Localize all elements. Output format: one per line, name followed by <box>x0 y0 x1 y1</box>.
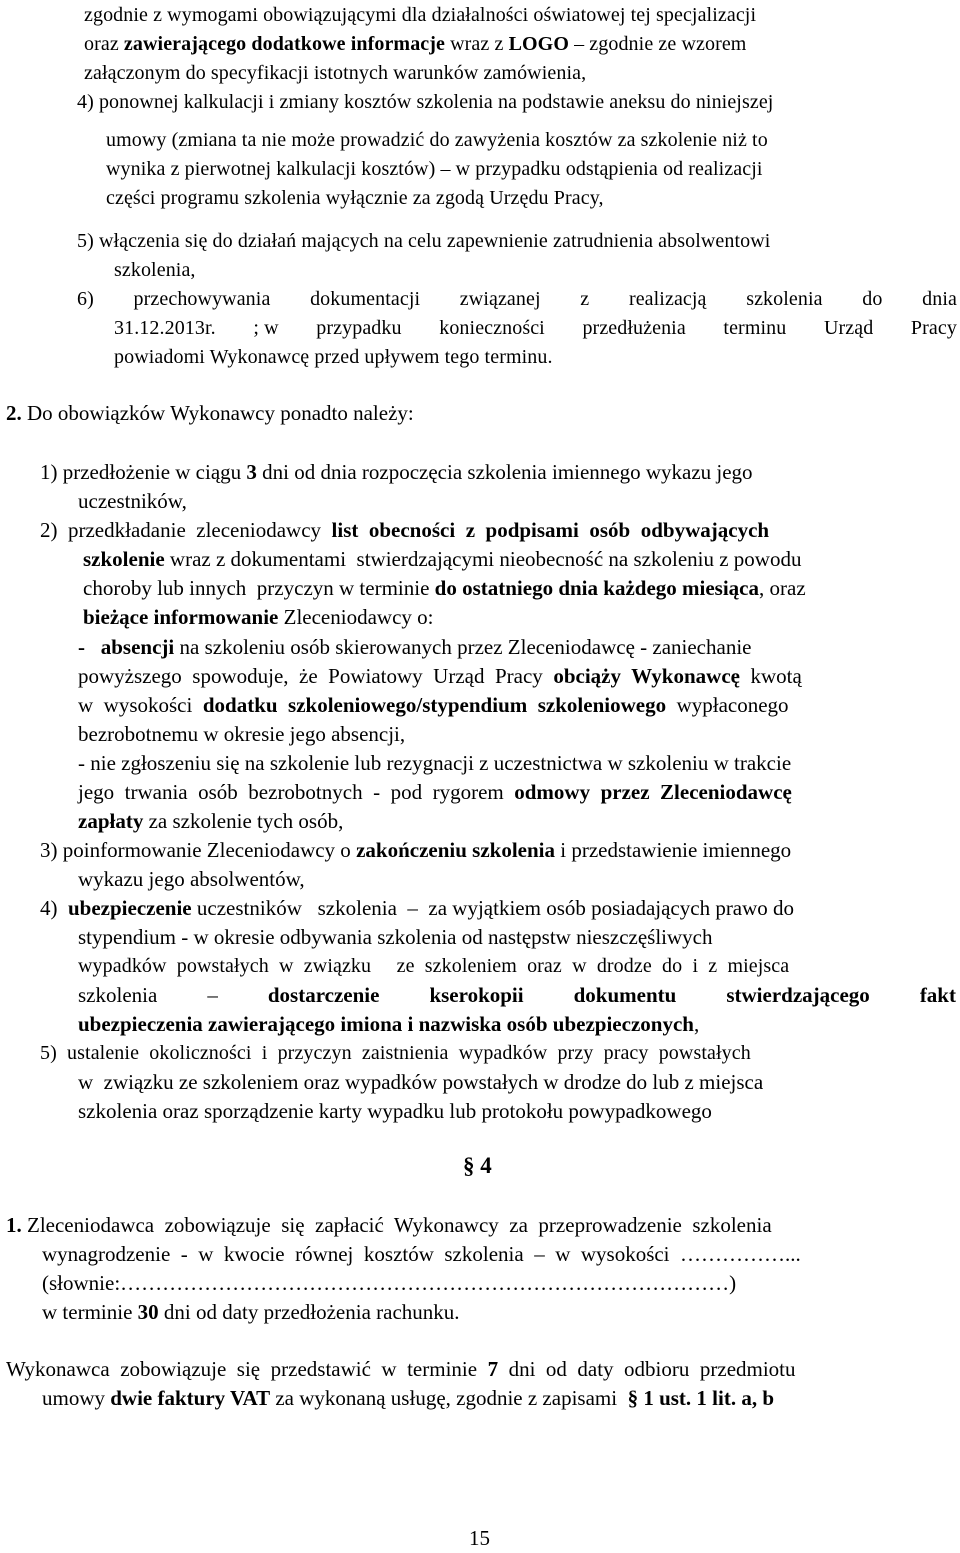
text: 5) włączenia się do działań mających na celu zapewnienie zatrudnienia absolwentowi <box>77 230 771 252</box>
word: terminu <box>723 317 787 339</box>
heading-text: Do obowiązków Wykonawcy ponadto należy: <box>21 401 414 425</box>
text-line <box>106 156 763 184</box>
list-item <box>40 895 794 923</box>
paragraph-line <box>42 1299 460 1327</box>
bold-text: § 1 ust. 1 lit. a, b <box>627 1386 775 1410</box>
word: ; w <box>253 317 279 339</box>
word: Urząd <box>823 317 874 339</box>
text: – zgodnie ze wzorem <box>568 33 747 55</box>
text: 4) <box>40 896 68 920</box>
list-item-cont <box>78 1069 763 1097</box>
text: dni od daty przedłożenia rachunku. <box>158 1300 460 1324</box>
text: powiadomi Wykonawcę przed upływem tego terminu. <box>114 346 553 368</box>
bold-word: dokumentu <box>573 983 677 1007</box>
list-item-cont <box>78 924 713 952</box>
text-line <box>77 89 773 117</box>
bold-word: kserokopii <box>429 983 524 1007</box>
text: jego trwania osób bezrobotnych - pod rygorem <box>78 780 515 804</box>
bold-text: bieżące informowanie <box>83 605 279 629</box>
text: zgodnie z wymogami obowiązującymi dla działalności oświatowej tej specjalizacji <box>84 4 757 26</box>
text: wynagrodzenie - w kwocie równej kosztów szkolenia – w wysokości ……………... <box>42 1242 801 1266</box>
word: związanej <box>459 288 541 310</box>
bold-text: obciąży Wykonawcę <box>553 664 740 688</box>
text: 4) ponownej kalkulacji i zmiany kosztów szkolenia na podstawie aneksu do niniejszej <box>77 91 774 113</box>
bold-text: zapłaty <box>78 809 144 833</box>
bold-text: dodatku szkoleniowego/stypendium szkoleniowego <box>202 693 667 717</box>
bold-word: fakt <box>919 983 956 1007</box>
text-line <box>106 127 768 155</box>
word: z <box>580 288 590 310</box>
list-item-cont <box>83 575 806 603</box>
text: w terminie <box>42 1300 138 1324</box>
list-item-cont <box>78 750 791 778</box>
text: wykazu jego absolwentów, <box>78 867 305 891</box>
paragraph-line <box>6 1356 796 1384</box>
text: na szkoleniu osób skierowanych przez Zleceniodawcę - zaniechanie <box>174 635 752 659</box>
list-item-cont <box>78 1011 699 1039</box>
list-item-cont <box>78 866 305 894</box>
text: za szkolenie tych osób, <box>143 809 344 833</box>
section-heading <box>6 400 414 428</box>
word: – <box>207 983 218 1007</box>
paragraph-line <box>42 1270 736 1298</box>
text: (słownie:……………………………………………………………………………) <box>42 1271 737 1295</box>
word: szkolenia <box>78 983 158 1007</box>
bold-text: do ostatniego dnia każdego miesiąca <box>434 576 759 600</box>
text: umowy <box>42 1386 111 1410</box>
text: powyższego spowoduje, że Powiatowy Urząd Pracy <box>78 664 554 688</box>
text: wypadków powstałych w związku ze szkoleniem oraz w drodze do i z miejsca <box>78 955 790 977</box>
text: Zleceniodawca zobowiązuje się zapłacić Wykonawcy za przeprowadzenie szkolenia <box>21 1213 772 1237</box>
text: za wykonaną usługę, zgodnie z zapisami <box>270 1386 628 1410</box>
word: Pracy <box>910 317 957 339</box>
text: 3) poinformowanie Zleceniodawcy o <box>40 838 357 862</box>
bold-text: - <box>78 635 101 659</box>
text: szkolenia, <box>114 259 196 281</box>
word: dokumentacji <box>310 288 421 310</box>
list-item <box>40 517 769 545</box>
text: Wykonawca zobowiązuje się przedstawić w terminie <box>6 1357 488 1381</box>
word: przechowywania <box>133 288 271 310</box>
text: szkolenia oraz sporządzenie karty wypadku lub protokołu powypadkowego <box>78 1099 712 1123</box>
list-item-cont-justified <box>78 982 956 1010</box>
list-item-cont <box>78 721 405 749</box>
list-item-cont <box>83 546 801 574</box>
bold-text: list obecności z podpisami osób odbywających <box>331 518 770 542</box>
text: w wysokości <box>78 693 203 717</box>
text: oraz <box>84 33 124 55</box>
bold-word: dostarczenie <box>267 983 380 1007</box>
paragraph-line <box>42 1241 801 1269</box>
text: kwotą <box>739 664 802 688</box>
text: wraz z <box>445 33 509 55</box>
text: dni od dnia rozpoczęcia szkolenia imiennego wykazu jego <box>256 460 753 484</box>
bold-text: zawierającego dodatkowe informacje <box>123 33 446 55</box>
list-item <box>40 1040 751 1068</box>
bold-text: 7 <box>487 1357 499 1381</box>
text: części programu szkolenia wyłącznie za zgodą Urzędu Pracy, <box>106 187 604 209</box>
text: 1) przedłożenie w ciągu <box>40 460 247 484</box>
page-number: 15 <box>469 1526 490 1550</box>
list-item-cont <box>78 779 792 807</box>
bold-text: 30 <box>137 1300 159 1324</box>
text-line <box>84 31 746 59</box>
text: stypendium - w okresie odbywania szkolenia od następstw nieszczęśliwych <box>78 925 713 949</box>
text-line <box>114 344 553 372</box>
text: umowy (zmiana ta nie może prowadzić do zawyżenia kosztów za szkolenie niż to <box>106 129 768 151</box>
text-line-justified <box>114 315 957 343</box>
list-item-cont <box>78 634 751 662</box>
word: realizacją <box>628 288 707 310</box>
list-item-cont <box>78 663 802 691</box>
text: , <box>693 1012 700 1036</box>
bold-text: dwie faktury VAT <box>110 1386 271 1410</box>
word: przedłużenia <box>582 317 686 339</box>
word: szkolenia <box>746 288 823 310</box>
bold-text: odmowy przez Zleceniodawcę <box>514 780 792 804</box>
section-mark: § 4 <box>463 1153 492 1178</box>
bold-text: absencji <box>100 635 175 659</box>
list-item-cont <box>78 488 187 516</box>
bold-text: zakończeniu szkolenia <box>356 838 555 862</box>
bold-text: szkolenie <box>83 547 165 571</box>
text: wypłaconego <box>666 693 789 717</box>
heading-number: 2. <box>6 401 22 425</box>
text: , oraz <box>759 576 806 600</box>
list-item <box>40 837 791 865</box>
text: załączonym do specyfikacji istotnych warunków zamówienia, <box>84 62 587 84</box>
text-line <box>114 257 196 285</box>
text: wraz z dokumentami stwierdzającymi nieobecność na szkoleniu z powodu <box>164 547 802 571</box>
list-item-cont <box>78 1098 712 1126</box>
word: przypadku <box>316 317 402 339</box>
word: 31.12.2013r. <box>114 317 216 339</box>
list-item <box>40 459 753 487</box>
text: uczestników, <box>78 489 187 513</box>
bold-text: ubezpieczenie <box>68 896 192 920</box>
word: konieczności <box>439 317 545 339</box>
text-line <box>84 60 586 88</box>
bold-word: stwierdzającego <box>726 983 870 1007</box>
text: w związku ze szkoleniem oraz wypadków powstałych w drodze do lub z miejsca <box>78 1070 764 1094</box>
text: wynika z pierwotnej kalkulacji kosztów) – w przypadku odstąpienia od realizacji <box>106 158 763 180</box>
bold-text: LOGO <box>508 33 569 55</box>
bold-text: 3 <box>246 460 257 484</box>
text: uczestników szkolenia – za wyjątkiem osób posiadających prawo do <box>191 896 795 920</box>
text: choroby lub innych przyczyn w terminie <box>83 576 435 600</box>
list-item-cont <box>83 604 433 632</box>
text-line <box>84 2 756 30</box>
bold-text: 1. <box>6 1213 22 1237</box>
text: bezrobotnemu w okresie jego absencji, <box>78 722 406 746</box>
text: Zleceniodawcy o: <box>278 605 434 629</box>
text: dni od daty odbioru przedmiotu <box>498 1357 796 1381</box>
list-item-cont <box>78 953 789 981</box>
text-line <box>106 185 604 213</box>
word: dnia <box>922 288 957 310</box>
list-item-cont <box>78 808 343 836</box>
paragraph-line <box>42 1385 774 1413</box>
word: do <box>862 288 883 310</box>
text: 5) ustalenie okoliczności i przyczyn zaistnienia wypadków przy pracy powstałych <box>40 1042 751 1064</box>
word: 6) <box>77 288 94 310</box>
paragraph-line <box>6 1212 772 1240</box>
text: i przedstawienie imiennego <box>555 838 792 862</box>
text-line-justified <box>77 286 957 314</box>
text-line <box>77 228 770 256</box>
text: 2) przedkładanie zleceniodawcy <box>40 518 332 542</box>
text: - nie zgłoszeniu się na szkolenie lub rezygnacji z uczestnictwa w szkoleniu w trakcie <box>78 751 792 775</box>
list-item-cont <box>78 692 789 720</box>
bold-text: ubezpieczenia zawierającego imiona i nazwiska osób ubezpieczonych <box>78 1012 694 1036</box>
